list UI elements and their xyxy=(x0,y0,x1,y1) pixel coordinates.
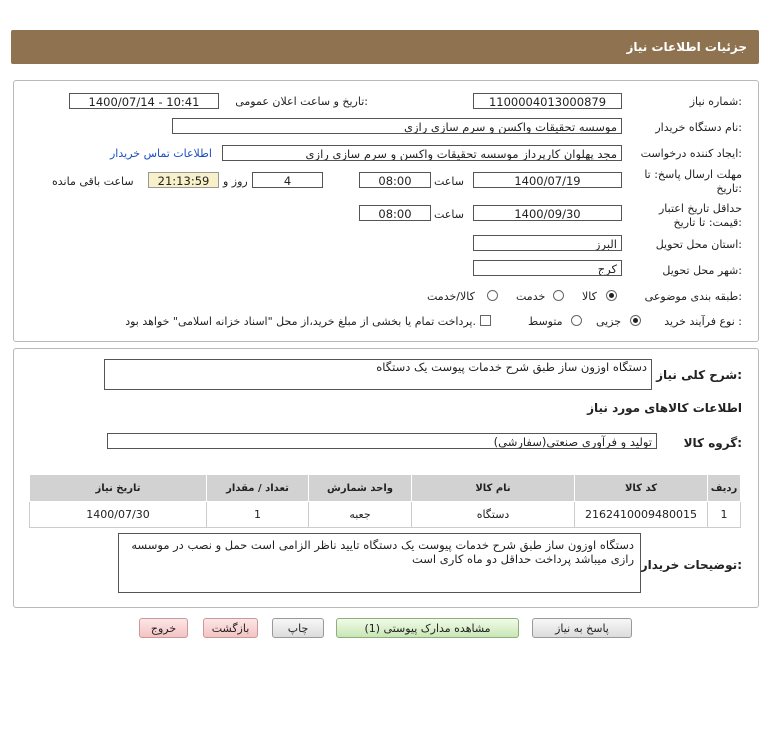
cell-unit: جعبه xyxy=(309,502,412,528)
col-goods-name: نام کالا xyxy=(412,475,575,502)
city-field: کرج xyxy=(473,260,622,276)
buyer-notes-field: دستگاه اوزون ساز طبق شرح خدمات پیوست یک دستگاه تایید ناظر الزامی است حمل و نصب در موسسه رازی میباشد پرداخت حداقل دو ماه کاری است xyxy=(118,533,641,593)
city-label: شهر محل تحویل: xyxy=(662,264,742,277)
table-row xyxy=(30,502,741,528)
treasury-payment-checkbox[interactable] xyxy=(480,315,491,326)
deadline-time-field: 08:00 xyxy=(359,172,431,188)
category-label: طبقه بندی موضوعی: xyxy=(644,290,742,303)
col-quantity: تعداد / مقدار xyxy=(207,475,309,502)
province-label: استان محل تحویل: xyxy=(655,238,742,251)
goods-table xyxy=(29,474,741,528)
validity-date-field: 1400/09/30 xyxy=(473,205,622,221)
remaining-time-field: 21:13:59 xyxy=(148,172,219,188)
cell-goods-code: 2162410009480015 xyxy=(575,502,708,528)
remaining-label: ساعت باقی مانده xyxy=(52,175,134,188)
col-goods-code: کد کالا xyxy=(575,475,708,502)
back-button[interactable]: بازگشت xyxy=(203,618,258,638)
creator-label: ایجاد کننده درخواست: xyxy=(640,147,742,160)
process-label: نوع فرآیند خرید : xyxy=(664,315,742,328)
goods-group-field: تولید و فرآوری صنعتی(سفارشی) xyxy=(107,433,657,449)
col-need-date: تاریخ نیاز xyxy=(30,475,207,502)
category-goods-radio[interactable] xyxy=(606,290,617,301)
announce-label: تاریخ و ساعت اعلان عمومی: xyxy=(235,95,368,108)
category-service-radio[interactable] xyxy=(553,290,564,301)
description-field: دستگاه اوزون ساز طبق شرح خدمات پیوست یک دستگاه xyxy=(104,359,652,390)
category-goods-service-label: کالا/خدمت xyxy=(427,290,475,303)
goods-section-title: اطلاعات کالاهای مورد نیاز xyxy=(587,401,742,415)
exit-button[interactable]: خروج xyxy=(139,618,188,638)
category-goods-label: کالا xyxy=(582,290,597,303)
description-label: شرح کلی نیاز: xyxy=(656,368,742,382)
category-service-label: خدمت xyxy=(516,290,546,303)
days-label: روز و xyxy=(223,175,248,188)
process-minor-label: جزیی xyxy=(596,315,622,328)
deadline-time-label: ساعت xyxy=(434,175,464,188)
validity-time-field: 08:00 xyxy=(359,205,431,221)
col-unit: واحد شمارش xyxy=(309,475,412,502)
treasury-payment-note: پرداخت تمام یا بخشی از مبلغ خرید،از محل "اسناد خزانه اسلامی" خواهد بود. xyxy=(125,315,476,328)
reply-button[interactable]: پاسخ به نیاز xyxy=(532,618,632,638)
page-header xyxy=(11,30,759,64)
remaining-days-field: 4 xyxy=(252,172,323,188)
buyer-field: موسسه تحقیقات واکسن و سرم سازی رازی xyxy=(172,118,622,134)
process-medium-radio[interactable] xyxy=(571,315,582,326)
validity-time-label: ساعت xyxy=(434,208,464,221)
deadline-label-line1: مهلت ارسال پاسخ: تا xyxy=(644,168,742,181)
col-row-number: ردیف xyxy=(708,475,741,502)
buyer-label: نام دستگاه خریدار: xyxy=(655,121,742,134)
cell-goods-name: دستگاه xyxy=(412,502,575,528)
need-number-field: 1100004013000879 xyxy=(473,93,622,109)
process-medium-label: متوسط xyxy=(528,315,563,328)
page-title: جزئیات اطلاعات نیاز xyxy=(626,40,747,54)
cell-need-date: 1400/07/30 xyxy=(30,502,207,528)
deadline-date-field: 1400/07/19 xyxy=(473,172,622,188)
deadline-label-line2: تاریخ: xyxy=(716,182,742,195)
goods-group-label: گروه کالا: xyxy=(683,436,742,450)
validity-label-line1: حداقل تاریخ اعتبار xyxy=(658,202,742,215)
cell-row-number: 1 xyxy=(708,502,741,528)
province-field: البرز xyxy=(473,235,622,251)
buyer-notes-label: توضیحات خریدار: xyxy=(640,558,742,572)
process-minor-radio[interactable] xyxy=(630,315,641,326)
view-attachments-button[interactable]: مشاهده مدارک پیوستی (1) xyxy=(336,618,519,638)
creator-field: مجد پهلوان کارپرداز موسسه تحقیقات واکسن و سرم سازی رازی xyxy=(222,145,622,161)
announce-field: 1400/07/14 - 10:41 xyxy=(69,93,219,109)
need-number-label: شماره نیاز: xyxy=(689,95,742,108)
validity-label-line2: قیمت: تا تاریخ: xyxy=(673,216,742,229)
goods-table-header-row xyxy=(30,475,741,502)
print-button[interactable]: چاپ xyxy=(272,618,324,638)
cell-quantity: 1 xyxy=(207,502,309,528)
category-goods-service-radio[interactable] xyxy=(487,290,498,301)
buyer-contact-link[interactable]: اطلاعات تماس خریدار xyxy=(110,147,212,160)
